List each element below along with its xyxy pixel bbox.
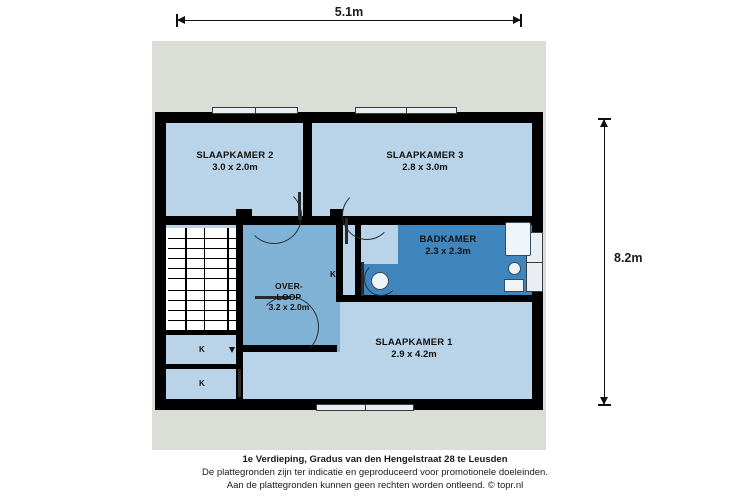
dimension-height [592,118,643,406]
label-closet-left-2: K [199,379,205,388]
dimension-width-line [176,20,522,21]
window-bedroom2 [212,107,298,114]
label-bedroom1 [334,337,494,361]
window-bedroom3 [355,107,457,114]
window-mullion [406,108,407,113]
window-mullion [255,108,256,113]
label-closet-hall: K [330,270,336,279]
label-bedroom3-dims: 2.8 x 3.0m [402,162,448,173]
window-bedroom1 [316,404,414,411]
dimension-width-arrow-left-icon [177,16,185,24]
label-landing [249,281,329,313]
stair-rail-right [227,228,229,334]
label-bathroom [398,234,498,258]
label-closet-left-1: K [199,345,205,354]
label-bedroom2-name: SLAAPKAMER 2 [196,150,274,161]
dimension-width-label: 5.1m [320,5,378,19]
label-bedroom1-dims: 2.9 x 4.2m [391,349,437,360]
dimension-width-arrow-right-icon [513,16,521,24]
dimension-height-label: 8.2m [614,251,643,265]
stair-direction-arrow-icon [229,347,235,353]
wall-vertical-hall-right [336,225,343,300]
wall-horizontal-bathroom-bottom [336,295,532,302]
wall-node-landing-topright [330,209,343,225]
door-leaf-bedroom3[interactable] [345,218,348,244]
label-bedroom1-name: SLAAPKAMER 1 [375,337,453,348]
washbasin-fixture [371,272,389,290]
label-bedroom2 [175,150,295,174]
window-mullion [365,405,366,410]
stair-centerline [204,228,205,334]
dimension-width [176,5,522,30]
door-leaf-closet[interactable] [238,369,241,397]
toilet-fixture [508,262,521,275]
label-bedroom2-dims: 3.0 x 2.0m [212,162,258,173]
label-landing-name-line2: LOOP [276,291,302,302]
label-landing-dims: 3.2 x 2.0m [268,302,310,312]
dimension-height-arrow-top-icon [600,119,608,127]
label-bathroom-dims: 2.3 x 2.3m [425,246,471,257]
door-leaf-bedroom2[interactable] [298,192,301,220]
bathtub-fixture [505,222,531,256]
window-mullion [527,262,542,263]
caption-line-1: 1e Verdieping, Gradus van den Hengelstraat 28 te Leusden [242,454,508,465]
wall-vertical-bedroom-divider [303,123,312,216]
label-bedroom3-name: SLAAPKAMER 3 [386,150,464,161]
sink-fixture [504,279,524,292]
caption-line-3: Aan de plattegronden kunnen geen rechten worden ontleend. © topr.nl [226,480,524,491]
label-landing-name-line1: OVER- [275,281,303,291]
caption-line-2: De plattegronden zijn ter indicatie en geproduceerd voor promotionele doeleinden. [202,467,548,478]
door-arc-bedroom2[interactable] [246,188,302,244]
label-bedroom3 [360,150,490,174]
dimension-height-line [604,118,605,406]
door-arc-bedroom3[interactable] [342,190,392,240]
caption [0,453,750,492]
wall-closet-middle [166,364,241,369]
label-bathroom-name: BADKAMER [419,234,477,245]
dimension-height-arrow-bottom-icon [600,397,608,405]
stair-rail-left [185,228,187,334]
